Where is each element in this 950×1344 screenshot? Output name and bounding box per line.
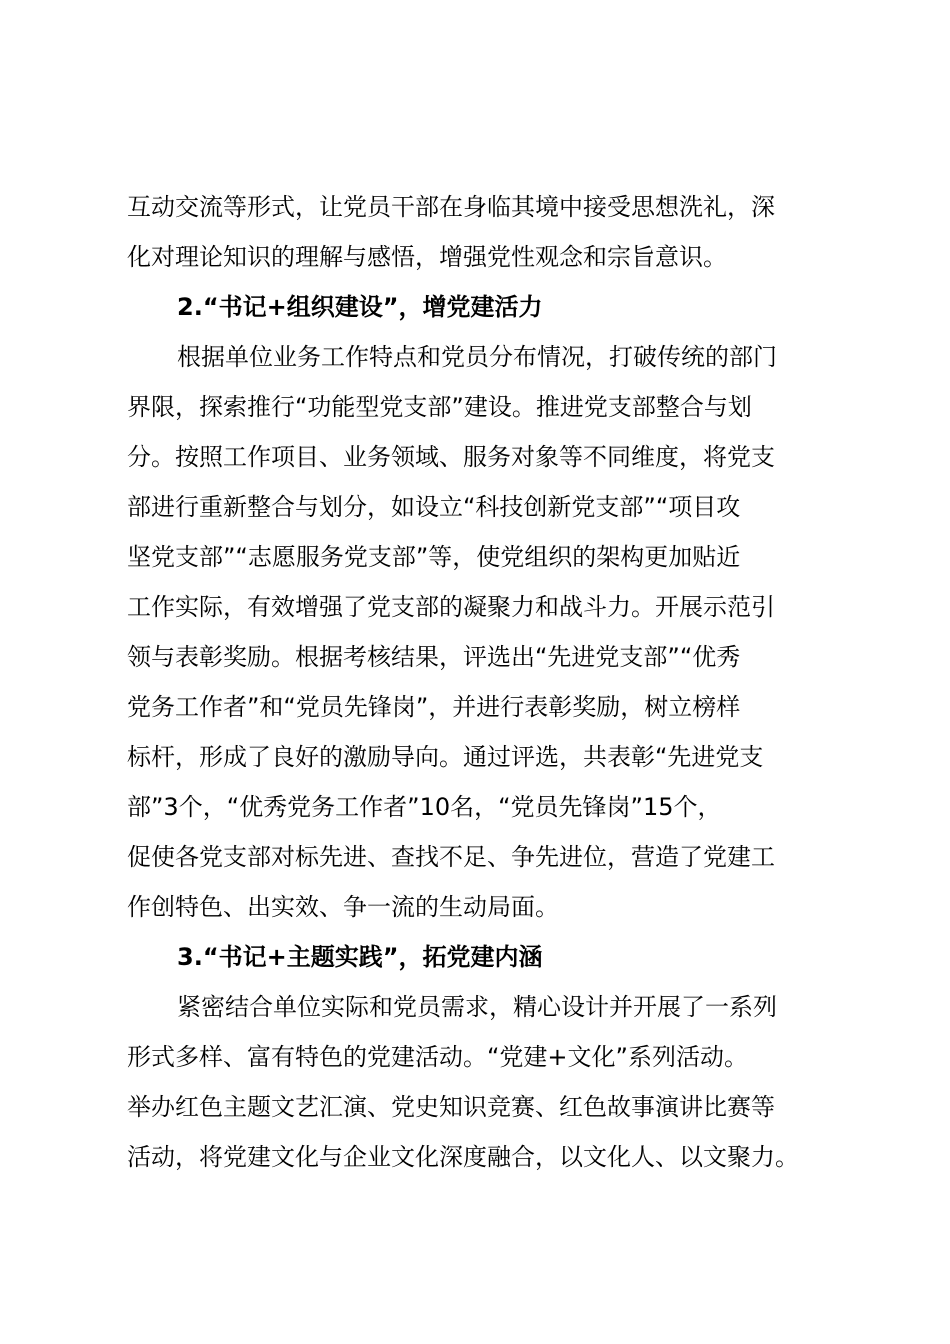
paragraph-line: 活动，将党建文化与企业文化深度融合，以文化人、以文聚力。 xyxy=(127,1143,799,1171)
paragraph-line: 界限，探索推行“功能型党支部”建设。推进党支部整合与划 xyxy=(127,393,752,421)
paragraph-line: 根据单位业务工作特点和党员分布情况，打破传统的部门 xyxy=(177,343,777,371)
paragraph-line: 形式多样、富有特色的党建活动。“党建+文化”系列活动。 xyxy=(127,1043,748,1071)
paragraph-line: 化对理论知识的理解与感悟，增强党性观念和宗旨意识。 xyxy=(127,243,727,271)
paragraph-line: 举办红色主题文艺汇演、党史知识竞赛、红色故事演讲比赛等 xyxy=(127,1093,775,1121)
paragraph-line: 促使各党支部对标先进、查找不足、争先进位，营造了党建工 xyxy=(127,843,775,871)
paragraph-line: 分。按照工作项目、业务领域、服务对象等不同维度，将党支 xyxy=(127,443,775,471)
paragraph-line: 工作实际，有效增强了党支部的凝聚力和战斗力。开展示范引 xyxy=(127,593,775,621)
paragraph-line: 坚党支部”“志愿服务党支部”等，使党组织的架构更加贴近 xyxy=(127,543,741,571)
paragraph-line: 标杆，形成了良好的激励导向。通过评选，共表彰“先进党支 xyxy=(127,743,764,771)
paragraph-line: 作创特色、出实效、争一流的生动局面。 xyxy=(127,893,559,921)
section-heading-3: 3.“书记+主题实践”，拓党建内涵 xyxy=(177,943,543,971)
section-heading-2: 2.“书记+组织建设”，增党建活力 xyxy=(177,293,543,321)
paragraph-line: 紧密结合单位实际和党员需求，精心设计并开展了一系列 xyxy=(177,993,777,1021)
paragraph-line: 领与表彰奖励。根据考核结果，评选出“先进党支部”“优秀 xyxy=(127,643,741,671)
paragraph-line: 互动交流等形式，让党员干部在身临其境中接受思想洗礼，深 xyxy=(127,193,775,221)
paragraph-line: 党务工作者”和“党员先锋岗”，并进行表彰奖励，树立榜样 xyxy=(127,693,741,721)
document-body xyxy=(127,182,852,1182)
paragraph-line: 部进行重新整合与划分，如设立“科技创新党支部”“项目攻 xyxy=(127,493,741,521)
paragraph-line: 部”3个，“优秀党务工作者”10名，“党员先锋岗”15个， xyxy=(127,793,722,821)
